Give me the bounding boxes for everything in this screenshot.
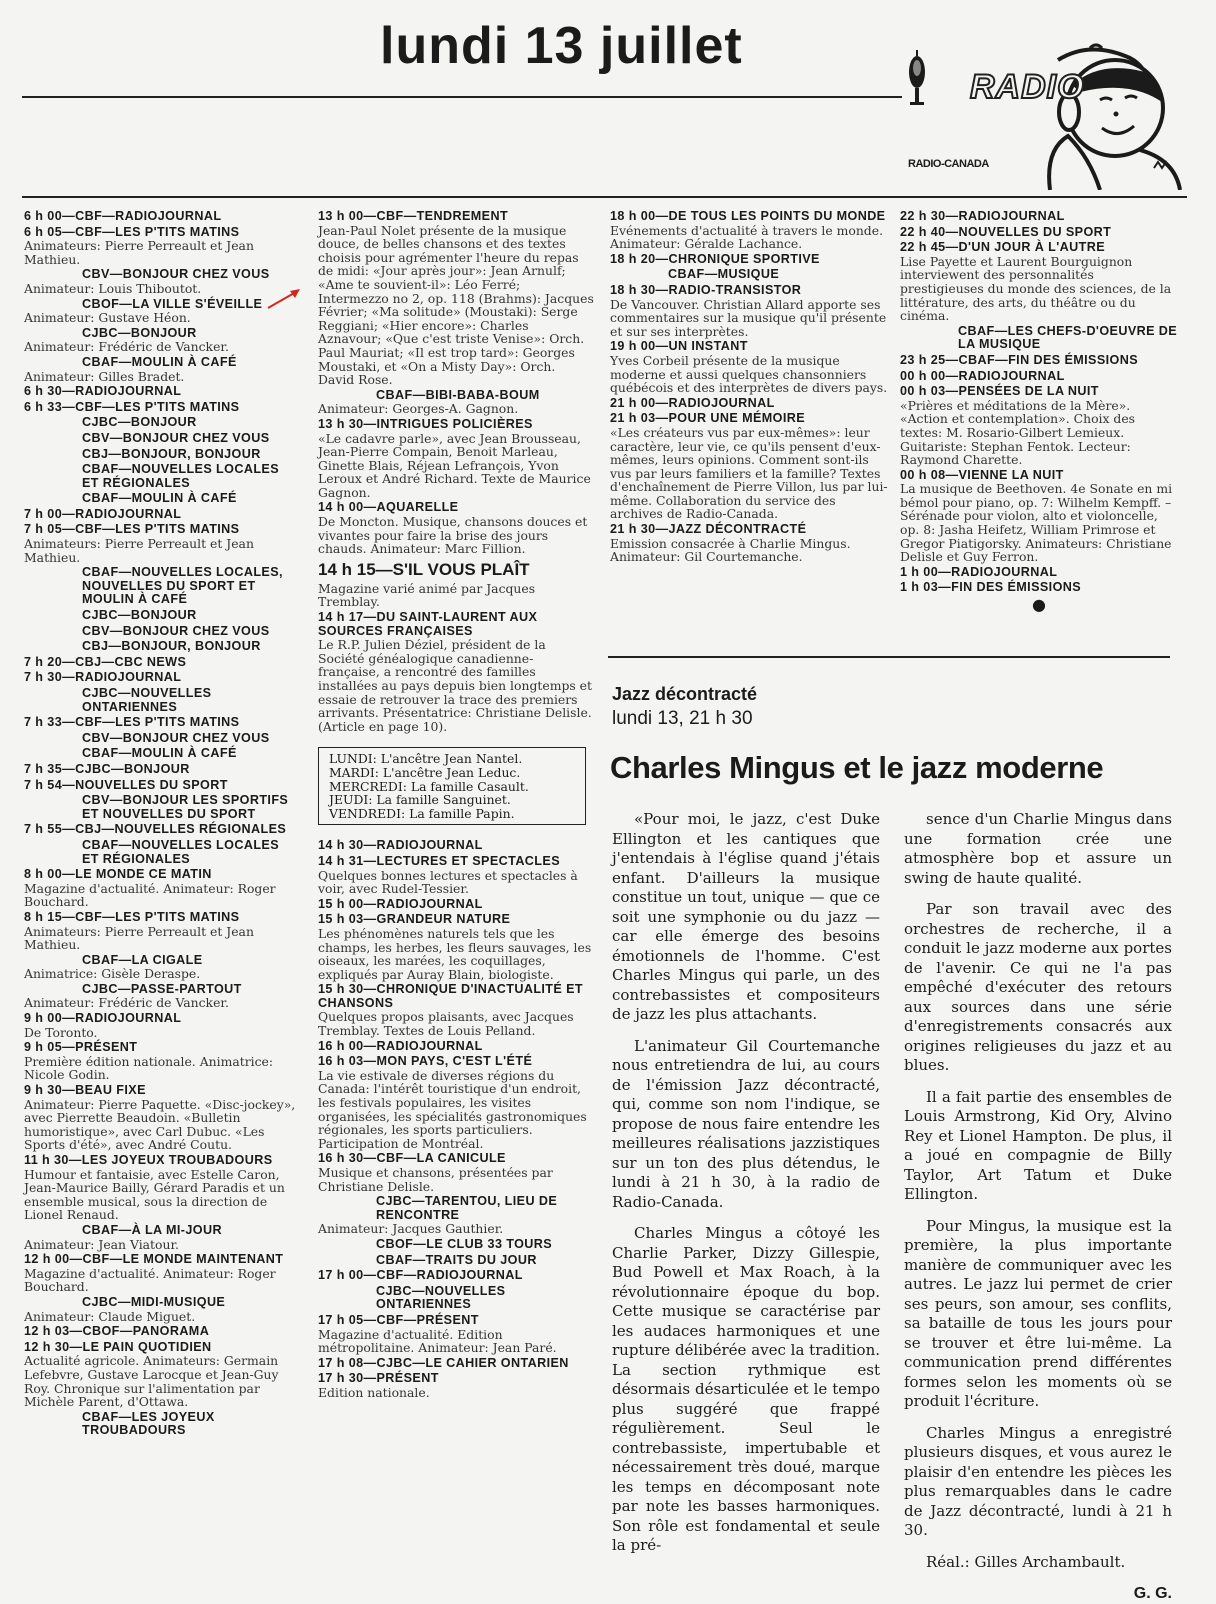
program-entry [24,1411,296,1438]
program-description: Magazine varié animé par Jacques Tremblay. [318,580,536,610]
program-heading: 9 h 00—RADIOJOURNAL [24,1011,182,1026]
program-heading: CBV—BONJOUR CHEZ VOUS [82,267,270,282]
program-description: Animateurs: Pierre Perreault et Jean Mathieu. [24,923,254,953]
program-description: Yves Corbeil présente de la musique moderne et aussi quelques chansonniers québécois et des interprètes de divers pays. [610,352,888,396]
program-entry [900,241,1178,323]
program-description: Quelques propos plaisants, avec Jacques Tremblay. Textes de Louis Pelland. [318,1009,574,1039]
article-signature: Réal.: Gilles Archambault. [926,1552,1126,1571]
program-heading: 14 h 00—AQUARELLE [318,500,459,515]
program-description: La vie estivale de diverses régions du Canada: l'intérêt touristique d'un endroit, les festivals populaires, les visites organisées, les spécialités gastronomiques régionales, les sports particuliers. Participation de Montréal. [318,1067,587,1151]
program-entry [318,1285,594,1312]
program-description: Animateur: Frédéric de Vancker. [24,995,229,1011]
program-entry [318,560,594,609]
program-heading: 21 h 03—POUR UNE MÉMOIRE [610,411,806,426]
program-description: Le R.P. Julien Déziel, président de la Société généalogique canadienne-française, a rencontré des familles installées au pays depuis bien longtemps et essaie de retrouver la trace des premiers arrivants. Présentatrice: Christiane Delisle. (Article en page 10). [318,637,592,734]
program-entry [318,1195,594,1236]
program-description: Magazine d'actualité. Animateur: Roger Bouchard. [24,880,276,910]
program-entry [24,1041,296,1082]
program-heading: 17 h 05—CBF—PRÉSENT [318,1312,479,1327]
program-heading: 1 h 00—RADIOJOURNAL [900,564,1058,579]
box-line: MERCREDI: La famille Casault. [329,778,529,794]
program-entry [24,954,296,981]
family-series-box [318,747,586,825]
end-bullet: ● [1032,595,1046,615]
program-entry [318,1372,594,1399]
program-entry [24,779,296,793]
program-heading: 8 h 15—CBF—LES P'TITS MATINS [24,909,240,924]
program-heading: 17 h 30—PRÉSENT [318,1371,439,1386]
program-heading: 23 h 25—CBAF—FIN DES ÉMISSIONS [900,352,1139,367]
title-rule [22,96,902,98]
program-description: Animateur: Jean Viatour. [24,1236,179,1252]
program-heading: CJBC—PASSE-PARTOUT [82,981,242,996]
program-entry [318,983,594,1037]
program-heading: 9 h 30—BEAU FIXE [24,1083,146,1098]
program-entry [24,911,296,952]
program-entry [24,298,296,325]
program-heading: CBAF—LES JOYEUX TROUBADOURS [82,1409,215,1438]
top-rule [22,196,1187,198]
box-line: LUNDI: L'ancêtre Jean Nantel. [329,751,523,767]
program-entry [318,389,594,416]
program-heading: CBAF—TRAITS DU JOUR [376,1252,537,1267]
article-paragraph: Par son travail avec des orchestres de recherche, il a conduit le jazz moderne aux portes de l'avenir. Ce qui ne l'a pas empêché d'exécuter des retours aux sources dans une série d'enregistrements consacrés aux origines religieuses du jazz et au blues. [904,900,1172,1074]
box-line: JEUDI: La famille Sanguinet. [329,792,511,808]
program-entry [318,1314,594,1355]
feature-time: lundi 13, 21 h 30 [612,708,753,729]
program-heading: CJBC—BONJOUR [82,415,197,430]
program-heading: 15 h 00—RADIOJOURNAL [318,896,483,911]
program-heading: CJBC—NOUVELLES ONTARIENNES [82,686,212,714]
box-line: MARDI: L'ancêtre Jean Leduc. [329,764,521,780]
program-entry [24,1341,296,1409]
program-heading: CBV—BONJOUR CHEZ VOUS [82,623,270,638]
program-entry [24,640,296,654]
article-paragraph: Charles Mingus a enregistré plusieurs disques, et vous aurez le plaisir d'en entendre les pièces les plus remarquables dans le cadre de Jazz décontracté, lundi à 21 h 30. [904,1423,1172,1539]
program-entry [24,327,296,354]
program-entry [24,656,296,670]
radio-logo [908,40,1190,190]
program-description: Animateur: Claude Miguet. [24,1308,196,1324]
program-heading: 6 h 00—CBF—RADIOJOURNAL [24,209,222,223]
program-entry [24,625,296,639]
schedule-column-2-bottom [318,839,594,1399]
program-entry [318,1269,594,1283]
program-entry [900,354,1178,368]
program-entry [24,463,296,490]
program-entry [318,913,594,981]
program-description: Animateur: Jacques Gauthier. [318,1221,504,1237]
program-heading: CBAF—MOULIN À CAFÉ [82,354,237,369]
program-heading: 6 h 05—CBF—LES P'TITS MATINS [24,224,240,239]
program-heading: 18 h 00—DE TOUS LES POINTS DU MONDE [610,209,886,223]
program-heading: 17 h 08—CJBC—LE CAHIER ONTARIEN [318,1355,569,1370]
article-column-2 [904,810,1172,1604]
schedule-column-4-list [900,210,1178,595]
program-description: Animateur: Louis Thiboutot. [24,280,202,296]
article-paragraph: «Pour moi, le jazz, c'est Duke Ellington et les cantiques que j'entendais à l'église quand j'étais enfant. D'ailleurs la musique constitue un tout, unique — que ce soit une symphonie ou du jazz — car elle émerge des besoins émotionnels de l'homme. C'est Charles Mingus qui parle, un des contrebassistes et compositeurs de jazz les plus attachants. [612,810,880,1023]
program-heading: 7 h 20—CBJ—CBC NEWS [24,654,187,669]
program-description: Humour et fantaisie, avec Estelle Caron, Jean-Maurice Bailly, Gérard Paradis et un ensemble musical, sous la direction de Lionel Renaud. [24,1166,285,1223]
program-description: Actualité agricole. Animateurs: Germain Lefebvre, Gustave Larocque et Jean-Guy Roy. Chronique sur l'alimentation par Michèle Parent, d'Ottawa. [24,1353,279,1410]
program-entry [318,1055,594,1150]
program-entry [24,566,296,607]
program-heading: 12 h 00—CBF—LE MONDE MAINTENANT [24,1252,284,1267]
program-entry [24,1224,296,1251]
program-entry [24,794,296,821]
radio-logo-word: RADIO [970,68,1085,106]
program-entry [24,523,296,564]
program-heading: CBAF—À LA MI-JOUR [82,1222,222,1237]
program-entry [318,1040,594,1054]
program-entry [900,581,1178,595]
program-description: Les phénomènes naturels tels que les champs, les herbes, les fleurs sauvages, les oiseaux, les marées, les coquillages, expliqués par Auray Blain, biologiste. [318,925,592,982]
program-heading: 16 h 30—CBF—LA CANICULE [318,1151,506,1166]
program-heading: 13 h 00—CBF—TENDREMENT [318,209,509,223]
program-heading: 19 h 00—UN INSTANT [610,339,748,354]
program-description: Magazine d'actualité. Animateur: Roger Bouchard. [24,1265,276,1295]
program-heading: 14 h 30—RADIOJOURNAL [318,838,483,853]
program-heading-large: 14 h 15—S'IL VOUS PLAÎT [318,559,530,579]
program-entry [24,1325,296,1339]
program-entry [24,868,296,909]
program-entry [318,1254,594,1268]
program-entry [24,609,296,623]
program-heading: 00 h 03—PENSÉES DE LA NUIT [900,384,1099,399]
program-heading: CBJ—BONJOUR, BONJOUR [82,446,261,461]
program-description: Emission consacrée à Charlie Mingus. Animateur: Gil Courtemanche. [610,535,851,565]
program-heading: 7 h 54—NOUVELLES DU SPORT [24,777,228,792]
program-description: De Toronto. [24,1024,98,1040]
program-entry [900,210,1178,224]
program-heading: 6 h 30—RADIOJOURNAL [24,384,182,399]
article-column-1 [612,810,880,1568]
program-description: De Moncton. Musique, chansons douces et vivantes pour faire la brise des jours chauds. Animateur: Marc Fillion. [318,514,588,557]
program-heading: CJBC—BONJOUR [82,608,197,623]
program-entry [900,370,1178,384]
program-heading: 18 h 30—RADIO-TRANSISTOR [610,282,802,297]
program-heading: 13 h 30—INTRIGUES POLICIÈRES [318,416,533,431]
program-description: Animateurs: Pierre Perreault et Jean Mathieu. [24,536,254,565]
program-entry [318,210,594,387]
program-heading: CBAF—MUSIQUE [668,267,780,282]
program-description: Lise Payette et Laurent Bourguignon interviewent des personnalités prestigieuses du monde des sciences, de la littérature, des arts, du théâtre ou du cinéma. [900,253,1172,324]
program-entry [24,763,296,777]
program-entry [24,416,296,430]
program-heading: CJBC—BONJOUR [82,325,197,340]
program-heading: CBAF—NOUVELLES LOCALES ET RÉGIONALES [82,837,280,866]
program-entry [318,1357,594,1371]
program-heading: 14 h 31—LECTURES ET SPECTACLES [318,853,560,868]
program-entry [24,732,296,746]
program-heading: 1 h 03—FIN DES ÉMISSIONS [900,580,1082,595]
program-entry [24,210,296,224]
program-entry [900,469,1178,564]
program-heading: 6 h 33—CBF—LES P'TITS MATINS [24,399,240,414]
program-description: La musique de Beethoven. 4e Sonate en mi bémol pour piano, op. 7: Wilhelm Kempff. – Sérénade pour violon, alto et violoncelle, op. 8: Jasha Heifetz, William Primrose et Gregor Piatigorsky. Animateurs: Christiane Delisle et Guy Ferron. [900,481,1173,565]
program-heading: 8 h 00—LE MONDE CE MATIN [24,867,212,882]
program-entry [318,501,594,555]
program-heading: 15 h 03—GRANDEUR NATURE [318,912,511,927]
program-heading: 16 h 03—MON PAYS, C'EST L'ÉTÉ [318,1054,533,1069]
program-heading: 16 h 00—RADIOJOURNAL [318,1038,483,1053]
program-heading: 22 h 45—D'UN JOUR À L'AUTRE [900,240,1106,255]
program-entry [610,268,890,282]
article-column-2-body [904,810,1172,1541]
program-heading: 22 h 30—RADIOJOURNAL [900,209,1065,223]
program-description: Animateurs: Pierre Perreault et Jean Mathieu. [24,238,254,267]
feature-label: Jazz décontracté [612,684,758,704]
feature-rule [608,656,1170,658]
page-title: lundi 13 juillet [380,17,743,75]
program-entry [318,1238,594,1252]
program-heading: 7 h 30—RADIOJOURNAL [24,670,182,685]
program-entry [900,566,1178,580]
program-entry [610,412,890,521]
program-heading: CBAF—LES CHEFS-D'OEUVRE DE LA MUSIQUE [958,323,1178,352]
program-heading: CBJ—BONJOUR, BONJOUR [82,639,261,654]
program-heading: 12 h 30—LE PAIN QUOTIDIEN [24,1339,212,1354]
program-entry [24,226,296,267]
box-line: VENDREDI: La famille Papin. [329,805,515,821]
article-paragraph: L'animateur Gil Courtemanche nous entretiendra de lui, au cours de l'émission Jazz décontracté, qui, comme son nom l'indique, se propose de nous faire entendre les meilleures réalisations jazzistiques sur un ton des plus détendus, le lundi à 21 h 30, à la radio de Radio-Canada. [612,1036,880,1211]
program-description: Quelques bonnes lectures et spectacles à voir, avec Rudel-Tessier. [318,867,578,897]
program-description: Animateur: Gustave Héon. [24,310,191,326]
program-entry [610,523,890,564]
program-heading: CJBC—MIDI-MUSIQUE [82,1294,226,1309]
program-heading: 00 h 08—VIENNE LA NUIT [900,467,1064,482]
schedule-column-4 [900,210,1178,613]
program-entry [24,401,296,415]
program-heading: CBAF—BIBI-BABA-BOUM [376,387,540,402]
program-description: Première édition nationale. Animatrice: Nicole Godin. [24,1053,274,1083]
program-heading: CBV—BONJOUR CHEZ VOUS [82,730,270,745]
program-heading: 18 h 20—CHRONIQUE SPORTIVE [610,251,820,266]
article-paragraph: Pour Mingus, la musique est la première, la plus importante manière de communiquer avec les autres. Le jazz lui permet de crier ses peurs, son amour, ses conflits, sa bataille de tous les jours pour se trouver et être lui-même. La communication prend différentes formes selon les moments où se produit l'écriture. [904,1216,1172,1410]
program-entry [24,747,296,761]
program-entry [24,839,296,866]
program-heading: CBV—BONJOUR LES SPORTIFS ET NOUVELLES DU SPORT [82,793,289,821]
program-heading: 11 h 30—LES JOYEUX TROUBADOURS [24,1153,273,1167]
schedule-column-3 [610,210,890,566]
article-initials: G. G. [1133,1585,1172,1602]
program-description: Animateur: Georges-A. Gagnon. [318,401,519,417]
program-entry [900,385,1178,467]
program-description: Animateur: Frédéric de Vancker. [24,339,229,355]
schedule-column-2-top [318,210,594,733]
program-heading: CJBC—TARENTOU, LIEU DE RENCONTRE [376,1194,558,1222]
program-entry [24,1154,296,1222]
program-heading: 17 h 00—CBF—RADIOJOURNAL [318,1268,523,1283]
radio-canada-label: RADIO-CANADA [908,158,989,170]
program-heading: 7 h 55—CBJ—NOUVELLES RÉGIONALES [24,822,287,837]
program-heading: CJBC—NOUVELLES ONTARIENNES [376,1283,506,1312]
program-heading: 7 h 05—CBF—LES P'TITS MATINS [24,522,240,537]
program-heading: CBAF—LA CIGALE [82,952,203,967]
program-entry [24,492,296,506]
program-entry [610,284,890,338]
schedule-column-2 [318,210,594,1402]
program-entry [24,716,296,730]
program-description: «Prières et méditations de la Mère». «Action et contemplation». Choix des textes: M. Rosario-Gilbert Lemieux. Guitariste: Stephan Fentok. Lecteur: Raymond Charette. [900,397,1136,468]
program-description: Animateur: Gilles Bradet. [24,368,185,384]
schedule-column-1 [24,210,296,1440]
program-heading: 00 h 00—RADIOJOURNAL [900,368,1065,383]
program-entry [900,325,1178,352]
program-heading: 7 h 35—CJBC—BONJOUR [24,761,190,776]
program-description: Jean-Paul Nolet présente de la musique douce, de belles chansons et des textes choisis pour agrémenter l'heure du repas de midi: «Jour après jour»: Jean Arnulf; «Ame te souvient-il»: Léo Ferré; Intermezzo no 2, op. 118 (Brahms): Jacques Février; «Ma solitude» (Moustaki): Serge Reggiani; «Hier encore»: Charles Aznavour; «Que c'est triste Venise»: Orch. Paul Mauriat; «Il est trop tard»: Georges Moustaki, et «On a Misty Day»: Orch. David Rose. [318,222,594,388]
program-entry [24,448,296,462]
program-description: Musique et chansons, présentées par Christiane Delisle. [318,1165,553,1194]
program-entry [24,1084,296,1152]
feature-headline: Charles Mingus et le jazz moderne [610,750,1104,785]
article-paragraph: Il a fait partie des ensembles de Louis Armstrong, Kid Ory, Alvino Rey et Lionel Hampton. De plus, il a joué en compagnie de Billy Taylor, Art Tatum et Duke Ellington. [904,1087,1172,1203]
program-entry [24,1012,296,1039]
program-heading: CBAF—NOUVELLES LOCALES, NOUVELLES DU SPORT ET MOULIN À CAFÉ [82,565,283,607]
program-entry [610,397,890,411]
program-description: De Vancouver. Christian Allard apporte ses commentaires sur la musique qu'il présente et sur ses interprètes. [610,296,887,339]
program-entry [24,687,296,714]
program-entry [24,508,296,522]
program-heading: 7 h 33—CBF—LES P'TITS MATINS [24,715,240,730]
program-description: Edition nationale. [318,1384,430,1400]
program-entry [24,268,296,295]
program-entry [24,823,296,837]
program-description: Animatrice: Gisèle Deraspe. [24,966,201,982]
program-heading: 15 h 30—CHRONIQUE D'INACTUALITÉ ET CHANSONS [318,982,583,1010]
program-heading: 14 h 17—DU SAINT-LAURENT AUX SOURCES FRANÇAISES [318,610,538,638]
program-description: «Les créateurs vus par eux-mêmes»: leur caractère, leur vie, ce qu'ils pensent d'eux-mêmes, leurs opinions. Comment sont-ils vus par leurs familiers et la famille? Textes d'enchaînement de Pierre Villon, lus par lui-même. Collaboration du service des archives de Radio-Canada. [610,424,888,522]
program-description: «Le cadavre parle», avec Jean Brousseau, Jean-Pierre Compain, Benoit Marleau, Ginette Blais, Réjean Lefrançois, Yvon Leroux et André Richard. Texte de Maurice Gagnon. [318,430,591,500]
program-entry [318,855,594,896]
program-entry [24,385,296,399]
program-heading: CBV—BONJOUR CHEZ VOUS [82,430,270,445]
program-heading: CBOF—LE CLUB 33 TOURS [376,1236,553,1251]
program-entry [24,1253,296,1294]
program-entry [24,432,296,446]
program-entry [318,1152,594,1193]
program-entry [318,611,594,733]
program-entry [24,356,296,383]
article-paragraph: sence d'un Charlie Mingus dans une formation crée une atmosphère bop et assure un swing de haute qualité. [904,810,1172,887]
program-description: Magazine d'actualité. Edition métropolitaine. Animateur: Jean Paré. [318,1326,557,1356]
program-heading: 12 h 03—CBOF—PANORAMA [24,1324,210,1339]
program-entry [318,839,594,853]
program-heading: 21 h 00—RADIOJOURNAL [610,395,775,410]
program-heading: CBAF—NOUVELLES LOCALES ET RÉGIONALES [82,462,280,490]
program-entry [318,418,594,500]
article-paragraph: Charles Mingus a côtoyé les Charlie Parker, Dizzy Gillespie, Bud Powell et Max Roach, à la révolutionnaire époque du bop. Cette musique se caractérise par les audaces harmoniques et une rupture délibérée avec la tradition. La section rythmique est désormais désarticulée et le tempo plus suggéré que frappé régulièrement. Seul le contrebassiste, impertubable et nécessairement très doué, marque les temps en décomposant note par note les basses harmoniques. Son rôle est fondamental et seule la pré- [612,1224,880,1554]
program-entry [24,983,296,1010]
program-heading: 21 h 30—JAZZ DÉCONTRACTÉ [610,522,807,537]
program-entry [24,671,296,685]
program-entry [900,226,1178,240]
program-entry [24,1296,296,1323]
program-heading: 9 h 05—PRÉSENT [24,1040,138,1055]
program-heading: CBAF—MOULIN À CAFÉ [82,491,237,506]
program-heading: 7 h 00—RADIOJOURNAL [24,506,182,521]
program-description: Evénements d'actualité à travers le monde. Animateur: Géralde Lachance. [610,222,884,252]
program-description: Animateur: Pierre Paquette. «Disc-jockey», avec Pierrette Beaudoin. «Bulletin humoristique», avec Carl Dubuc. «Les Sports d'été», avec André Coutu. [24,1096,296,1153]
program-entry [610,253,890,267]
program-heading: 22 h 40—NOUVELLES DU SPORT [900,224,1112,239]
program-heading: CBOF—LA VILLE S'ÉVEILLE [82,296,263,311]
program-entry [610,210,890,251]
program-entry [610,340,890,394]
program-entry [318,898,594,912]
program-heading: CBAF—MOULIN À CAFÉ [82,746,237,761]
microphone-icon [906,50,928,112]
